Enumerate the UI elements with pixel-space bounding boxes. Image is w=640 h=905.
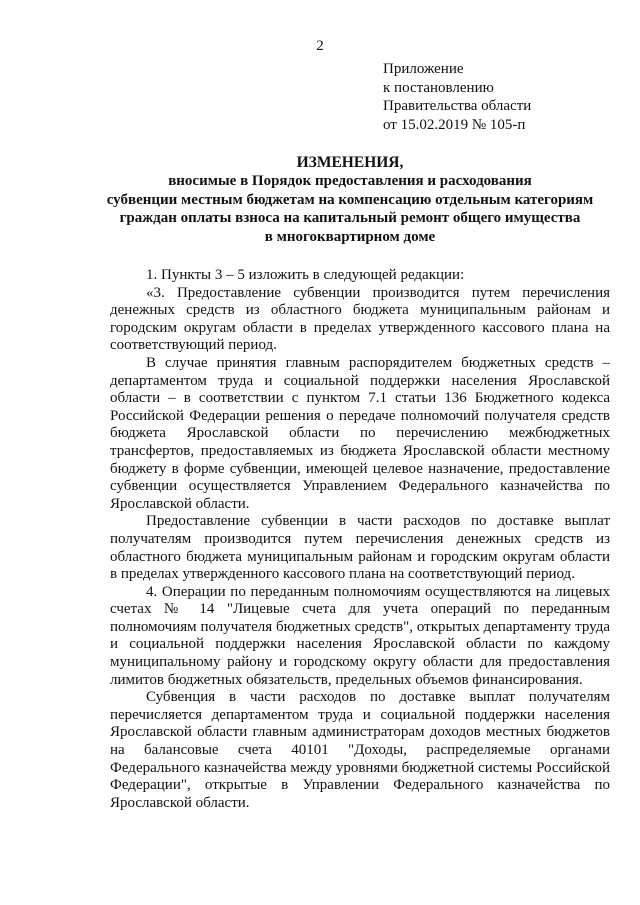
body-paragraph: Предоставление субвенции в части расходов по доставке выплат получателям производится путем перечисления денежных средств из областного бюджета муниципальным районам и городским округам области в пределах утвержденного кассового плана на соответствующий период. xyxy=(110,513,610,583)
appendix-line: от 15.02.2019 № 105-п xyxy=(383,116,526,133)
document-body xyxy=(110,267,610,812)
body-paragraph: 1. Пункты 3 – 5 изложить в следующей редакции: xyxy=(146,267,465,283)
body-paragraph: 4. Операции по переданным полномочиям осуществляются на лицевых счетах № 14 "Лицевые счета для учета операций по переданным полномочиям получателя бюджетных средств", открытых департаменту труда и социальной поддержки населения Ярославской области по каждому муниципальному району и городскому округу области для предоставления лимитов бюджетных обязательств, предельных объемов финансирования. xyxy=(110,583,610,688)
title-line: вносимые в Порядок предоставления и расходования xyxy=(168,173,532,190)
document-title xyxy=(100,154,600,246)
title-line: субвенции местным бюджетам на компенсацию отдельным категориям xyxy=(106,191,594,208)
appendix-line: Правительства области xyxy=(383,98,532,114)
body-paragraph: «3. Предоставление субвенции производится путем перечисления денежных средств из областного бюджета муниципальным районам и городским округам области в пределах утвержденного кассового плана на соответствующий период. xyxy=(110,284,610,354)
body-paragraph: Субвенция в части расходов по доставке выплат получателям перечисляется департаментом труда и социальной поддержки населения Ярославской области главным администраторам доходов местных бюджетов на балансовые счета 40101 "Доходы, распределяемые органами Федерального казначейства между уровнями бюджетной системы Российской Федерации", открытые в Управлении Федерального казначейства по Ярославской области. xyxy=(110,689,610,811)
body-paragraph: В случае принятия главным распорядителем бюджетных средств – департаментом труда и социальной поддержки населения Ярославской области – в соответствии с пунктом 7.1 статьи 136 Бюджетного кодекса Российской Федерации решения о передаче полномочий получателя средств бюджета Ярославской области по перечислению межбюджетных трансфертов, предоставляемых из бюджета Ярославской области местному бюджету в форме субвенции, имеющей целевое назначение, предоставление субвенции осуществляется Управлением Федерального казначейства по Ярославской области. xyxy=(110,354,610,512)
page-number: 2 xyxy=(316,38,324,54)
title-line: ИЗМЕНЕНИЯ, xyxy=(296,154,404,171)
title-line: в многоквартирном доме xyxy=(264,228,436,245)
appendix-block xyxy=(383,60,623,134)
appendix-line: Приложение xyxy=(383,61,464,77)
appendix-line: к постановлению xyxy=(383,79,494,96)
title-line: граждан оплаты взноса на капитальный ремонт общего имущества xyxy=(119,210,581,227)
